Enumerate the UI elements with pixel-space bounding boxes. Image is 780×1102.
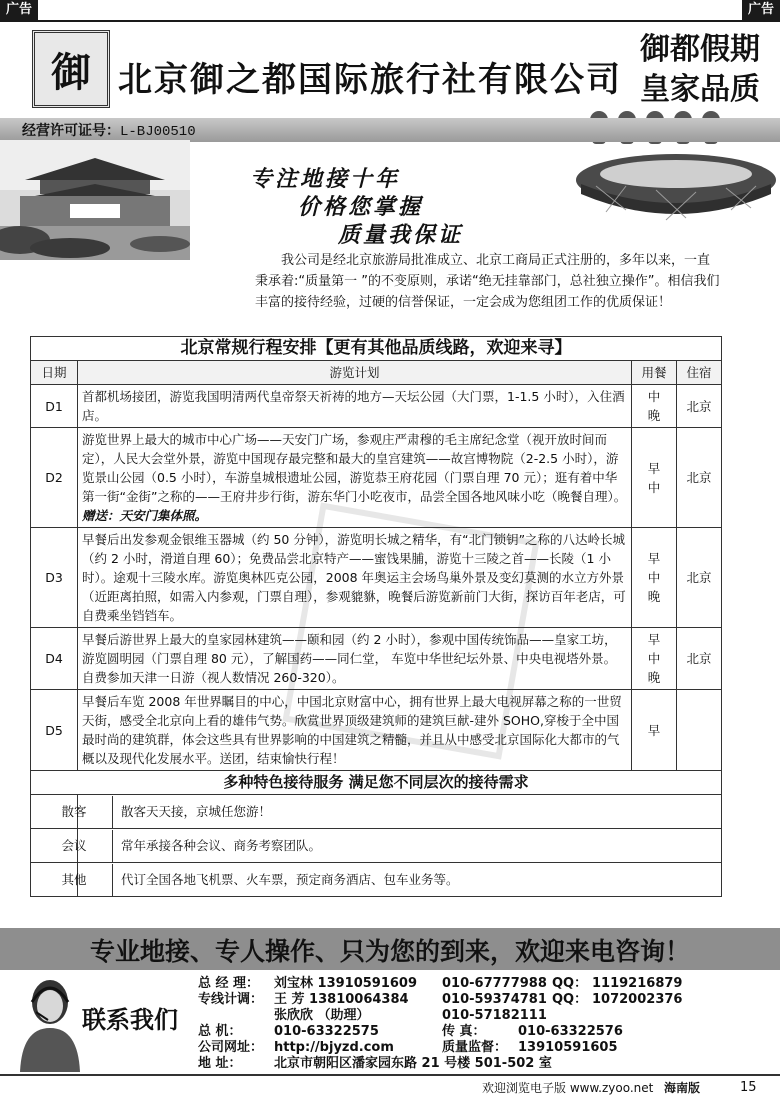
hotel-cell: 北京 xyxy=(677,528,722,628)
day-cell: D4 xyxy=(31,628,78,690)
service-type-label: 其他 xyxy=(36,864,113,896)
contact-phone: 010-59374781 xyxy=(442,992,547,1007)
fax-number: 010-63322576 xyxy=(518,1024,623,1039)
itinerary-title: 北京常规行程安排【更有其他品质线路，欢迎来寻】 xyxy=(31,337,722,361)
contact-key: 总 机： xyxy=(198,1024,242,1039)
plan-cell: 早餐后出发参观金银维玉器城（约 50 分钟），游览明长城之精华，有“北门锁钥”之称的八达岭长城（约 2 小时，滑道自理 60）；免费品尝北京特产——蜜饯果脯，游览十三陵之首——长陵（1 小时）。途观十三陵水库。游览奥林匹克公园，2008 年奥运主会场鸟巢外景及变幻莫测的水立方外景（近距离拍照，如需入内参观，门票自理），参观貔貅，晚餐后游览新前门大街，探访百年老店，可自费乘坐铛铛车。 xyxy=(78,528,632,628)
contact-us-label: 联系我们 xyxy=(82,1005,178,1034)
hotel-cell: 北京 xyxy=(677,428,722,528)
promo-line-1: 专注地接十年 xyxy=(250,166,401,192)
slogan-line-2: 皇家品质 xyxy=(640,72,760,107)
company-intro: 我公司是经北京旅游局批准成立、北京工商局正式注册的，多年以来，一直秉承着:“质量第一 ”的不变原则，承诺“绝无挂靠部门，总社独立操作”。相信我们丰富的接待经验，过硬的信誉保证，一定会成为您组团工作的优质保证！ xyxy=(255,253,720,310)
website-link[interactable]: http://bjyzd.com xyxy=(274,1040,394,1055)
contact-phone: 010-67777988 xyxy=(442,976,547,991)
page-number: 15 xyxy=(740,1080,757,1095)
contact-row xyxy=(198,976,738,992)
meal-cell: 中 晚 xyxy=(632,385,677,428)
hotel-cell: 北京 xyxy=(677,385,722,428)
company-logo xyxy=(32,30,110,108)
license-value: L-BJ00510 xyxy=(120,124,196,140)
header-meal: 用餐 xyxy=(632,361,677,385)
license-number xyxy=(22,120,196,140)
brand-slogan xyxy=(640,30,780,110)
footer-site[interactable]: 欢迎浏览电子版 www.zyoo.net xyxy=(482,1081,654,1095)
service-desc: 代订全国各地飞机票、火车票，预定商务酒店、包车业务等。 xyxy=(121,872,459,887)
day-cell: D2 xyxy=(31,428,78,528)
qq-number: 1119216879 xyxy=(592,976,683,991)
plan-cell: 早餐后游世界上最大的皇家园林建筑——颐和园（约 2 小时），参观中国传统饰品——皇家工坊，游览圆明园（门票自理 80 元），了解国药——同仁堂， 车览中华世纪坛外景、中央电视塔外景。自费参加天津一日游（视人数情况 260-320）。 xyxy=(78,628,632,690)
footer-edition: 海南版 xyxy=(664,1081,701,1095)
service-detail xyxy=(61,829,722,863)
header-plan: 游览计划 xyxy=(78,361,632,385)
plan-cell: 首都机场接团，游览我国明清两代皇帝祭天祈祷的地方—天坛公园（大门票，1-1.5 小时），入住酒店。 xyxy=(78,385,632,428)
ad-label-right: 广告 xyxy=(742,0,780,20)
logo-char: 御 xyxy=(51,49,91,96)
service-detail xyxy=(61,795,722,829)
contact-key: 地 址： xyxy=(198,1056,242,1071)
contact-key xyxy=(198,1008,274,1024)
supervision-number: 13910591605 xyxy=(518,1040,618,1055)
slogan-line-1: 御都假期 xyxy=(640,32,760,67)
gift-note: 赠送：天安门集体照。 xyxy=(82,508,208,523)
day-cell: D5 xyxy=(31,690,78,771)
promo-line-2: 价格您掌握 xyxy=(298,194,424,220)
company-name: 北京御之都国际旅行社有限公司 xyxy=(118,60,622,100)
contact-key: 公司网址： xyxy=(198,1040,264,1055)
header-hotel: 住宿 xyxy=(677,361,722,385)
plan-cell xyxy=(78,428,632,528)
birds-nest-photo xyxy=(556,140,780,240)
service-type-label: 散客 xyxy=(36,796,113,828)
cta-text: 专业地接、专人操作、只为您的到来，欢迎来电咨询！ xyxy=(89,937,690,966)
service-row xyxy=(31,829,722,863)
contact-value: 刘宝林 13910591609 xyxy=(274,976,418,991)
plan-text: 游览世界上最大的城市中心广场——天安门广场，参观庄严肃穆的毛主席纪念堂（视开放时间而定），人民大会堂外景，游览中国现存最完整和最大的皇宫建筑——故宫博物院（2-2.5 小时），游览景山公园（0.5 小时），车游皇城根遗址公园，游览恭王府花园（门票自理 70 元）；逛有着中华第一街“金街”之称的——王府井步行街，游东华门小吃夜市，品尝全国各地风味小吃（晚餐自理）。 xyxy=(82,432,627,504)
headset-agent-photo xyxy=(14,972,84,1072)
table-row xyxy=(31,385,722,428)
table-row xyxy=(31,428,722,528)
contact-value: 010-63322575 xyxy=(274,1024,379,1039)
contact-row xyxy=(198,992,738,1008)
plan-cell: 早餐后车览 2008 年世界瞩目的中心，中国北京财富中心，拥有世界上最大电视屏幕之称的一世贸天街，感受全北京向上看的雄伟气势。欣赏世界顶级建筑师的建筑巨献-建外 SOHO,穿梭于全中国最时尚的建筑群，体会这些具有世界影响的中国建筑之精髓，并且从中感受北京国际化大都市的气概以及现代化发展水平。送团，结束愉快行程！ xyxy=(78,690,632,771)
address-value: 北京市朝阳区潘家园东路 21 号楼 501-502 室 xyxy=(274,1056,552,1071)
service-desc: 散客天天接，京城任您游！ xyxy=(121,804,272,819)
promo-line-3: 质量我保证 xyxy=(338,222,464,248)
header-date: 日期 xyxy=(31,361,78,385)
meal-cell: 早 中 晚 xyxy=(632,528,677,628)
tiananmen-photo xyxy=(0,140,190,260)
service-desc: 常年承接各种会议、商务考察团队。 xyxy=(121,838,322,853)
contact-row xyxy=(198,1008,738,1024)
qq-label: QQ： xyxy=(552,992,588,1007)
contact-value: 王 芳 13810064384 xyxy=(274,992,409,1007)
ad-label-left: 广告 xyxy=(0,0,38,20)
day-cell: D1 xyxy=(31,385,78,428)
service-type-label: 会议 xyxy=(36,830,113,862)
services-title: 多种特色接待服务 满足您不同层次的接待需求 xyxy=(31,771,722,795)
supervision-label: 质量监督： xyxy=(442,1040,508,1055)
day-cell: D3 xyxy=(31,528,78,628)
service-row xyxy=(31,863,722,897)
table-row xyxy=(31,528,722,628)
contact-key: 专线计调： xyxy=(198,992,264,1007)
service-row xyxy=(31,795,722,829)
contact-row xyxy=(198,1040,738,1056)
meal-cell: 早 xyxy=(632,690,677,771)
hotel-cell xyxy=(677,690,722,771)
meal-cell: 早 中 晚 xyxy=(632,628,677,690)
qq-number: 1072002376 xyxy=(592,992,683,1007)
contact-key: 总 经 理： xyxy=(198,976,260,991)
hotel-cell: 北京 xyxy=(677,628,722,690)
contact-row xyxy=(198,1024,738,1040)
top-rule xyxy=(0,20,780,22)
license-label: 经营许可证号： xyxy=(22,123,120,139)
itinerary-table xyxy=(30,336,722,897)
table-row xyxy=(31,628,722,690)
qq-label: QQ： xyxy=(552,976,588,991)
table-row xyxy=(31,690,722,771)
fax-label: 传 真： xyxy=(442,1024,486,1039)
contact-details xyxy=(198,976,738,1072)
page-footer xyxy=(0,1074,780,1102)
contact-value: 张欣欣 （助理） xyxy=(274,1008,370,1023)
contact-row xyxy=(198,1056,738,1072)
table-header-row xyxy=(31,361,722,385)
meal-cell: 早 中 xyxy=(632,428,677,528)
contact-phone: 010-57182111 xyxy=(442,1008,547,1023)
service-detail xyxy=(61,863,722,897)
